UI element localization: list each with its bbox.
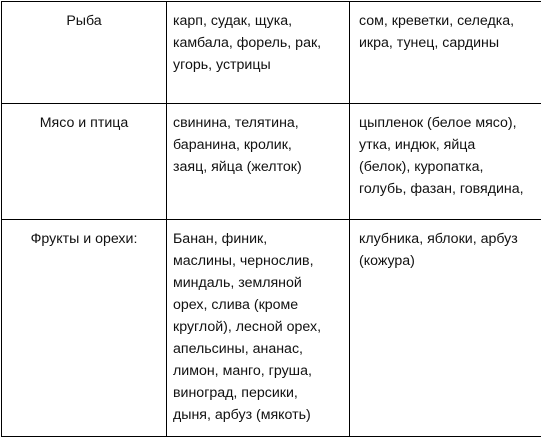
column-b-cell (350, 220, 541, 437)
text-line: утка, индюк, яйца (359, 137, 476, 153)
text-line: апельсины, ананас, (173, 341, 303, 357)
text-line: (белок), куропатка, (359, 159, 484, 175)
text-line: икра, тунец, сардины (359, 35, 500, 51)
text-line: голубь, фазан, говядина, (359, 181, 524, 197)
text-line: (кожура) (359, 253, 415, 269)
text-line: дыня, арбуз (мякоть) (173, 407, 311, 423)
text-line: орех, слива (кроме (173, 297, 299, 313)
column-a-text (167, 220, 349, 426)
text-line: маслины, чернослив, (173, 253, 314, 269)
text-line: камбала, форель, рак, (173, 35, 322, 51)
text-line: лимон, манго, груша, (173, 363, 312, 379)
column-a-cell (167, 2, 350, 104)
text-line: баранина, кролик, (173, 137, 292, 153)
food-table (1, 1, 541, 437)
category-cell (2, 2, 167, 104)
table-row-meat (2, 104, 541, 220)
text-line: сом, креветки, селедка, (359, 13, 515, 29)
text-line: круглой), лесной орех, (173, 319, 322, 335)
column-b-cell (350, 104, 541, 220)
column-b-cell (350, 2, 541, 104)
text-line: виноград, персики, (173, 385, 298, 401)
text-line: миндаль, земляной (173, 275, 302, 291)
table-row-fruit (2, 220, 541, 437)
column-b-text (350, 2, 541, 54)
column-a-text (167, 2, 349, 76)
column-b-text (350, 104, 541, 200)
text-line: цыпленок (белое мясо), (359, 115, 517, 131)
column-b-text (350, 220, 541, 272)
category-label: Рыба (66, 13, 102, 29)
column-a-cell (167, 104, 350, 220)
text-line: свинина, телятина, (173, 115, 299, 131)
category-cell (2, 220, 167, 437)
column-a-text (167, 104, 349, 178)
category-cell (2, 104, 167, 220)
text-line: угорь, устрицы (173, 57, 271, 73)
column-a-cell (167, 220, 350, 437)
category-label: Мясо и птица (39, 115, 129, 131)
text-line: карп, судак, щука, (173, 13, 293, 29)
text-line: клубника, яблоки, арбуз (359, 231, 518, 247)
text-line: заяц, яйца (желток) (173, 159, 302, 175)
category-label: Фрукты и орехи: (30, 231, 138, 247)
text-line: Банан, финик, (173, 231, 268, 247)
table-row-fish (2, 2, 541, 104)
